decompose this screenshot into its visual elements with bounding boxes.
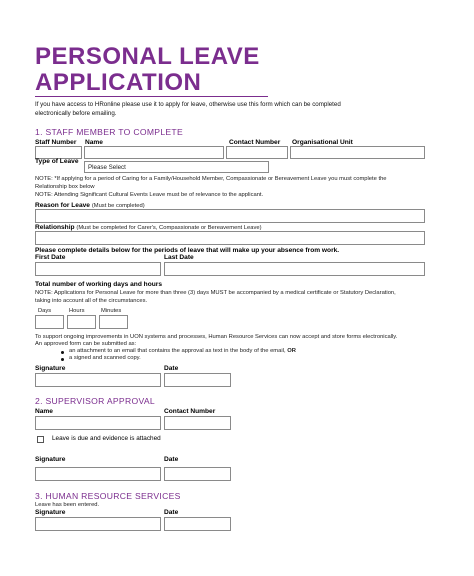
relationship-label xyxy=(35,224,262,231)
note-medical-1: NOTE: Applications for Personal Leave for more than three (3) days MUST be accompanied by a medical certificate or Statutory Declaration, xyxy=(35,290,396,296)
section1-heading: 1. STAFF MEMBER TO COMPLETE xyxy=(35,127,184,137)
note-relationship-2: Relationship box below xyxy=(35,184,95,190)
supervisor-signature-label: Signature xyxy=(35,456,66,463)
type-of-leave-label: Type of Leave xyxy=(35,158,79,165)
supervisor-contact-label: Contact Number xyxy=(164,408,216,415)
relationship-field[interactable] xyxy=(35,231,425,245)
last-date-label: Last Date xyxy=(164,254,194,261)
type-of-leave-select[interactable] xyxy=(84,161,269,173)
date-label: Date xyxy=(164,365,179,372)
section3-heading: 3. HUMAN RESOURCE SERVICES xyxy=(35,491,181,501)
supervisor-date-label: Date xyxy=(164,456,179,463)
leave-entered-text: Leave has been entered. xyxy=(35,502,100,508)
supervisor-name-field[interactable] xyxy=(35,416,161,430)
relationship-hint: (Must be completed for Carer's, Compassionate or Bereavement Leave) xyxy=(76,225,262,231)
supervisor-contact-field[interactable] xyxy=(164,416,231,430)
working-days-label: Total number of working days and hours xyxy=(35,281,163,288)
note-medical-2: taking into account all of the circumstances. xyxy=(35,298,148,304)
supervisor-name-label: Name xyxy=(35,408,53,415)
signature-label: Signature xyxy=(35,365,66,372)
intro-line1: If you have access to HRonline please use it to apply for leave, otherwise use this form which can be completed xyxy=(35,101,341,108)
supervisor-signature-field[interactable] xyxy=(35,467,161,481)
relationship-label-text: Relationship xyxy=(35,224,75,231)
name-field[interactable] xyxy=(84,146,224,159)
note-relationship-1: NOTE: *If applying for a period of Caring for a Family/Household Member, Compassionate or Bereavement Leave you must complete the xyxy=(35,176,387,182)
bullet-item-2: a signed and scanned copy. xyxy=(69,355,141,361)
org-unit-label: Organisational Unit xyxy=(292,139,353,146)
org-unit-field[interactable] xyxy=(290,146,425,159)
first-date-field[interactable] xyxy=(35,262,161,276)
last-date-field[interactable] xyxy=(164,262,425,276)
minutes-label: Minutes xyxy=(101,308,122,314)
supervisor-date-field[interactable] xyxy=(164,467,231,481)
reason-hint: (Must be completed) xyxy=(91,203,145,209)
note-cultural: NOTE: Attending Significant Cultural Events Leave must be of relevance to the applicant. xyxy=(35,192,264,198)
title-divider xyxy=(35,96,268,97)
page-title-line1: PERSONAL LEAVE xyxy=(35,43,260,70)
section2-heading: 2. SUPERVISOR APPROVAL xyxy=(35,396,155,406)
bullet-icon xyxy=(61,351,64,354)
intro-line2: electronically before emailing. xyxy=(35,110,117,117)
bullet-item-1 xyxy=(69,348,296,354)
days-field[interactable] xyxy=(35,315,64,329)
evidence-checkbox[interactable] xyxy=(37,436,44,443)
periods-text: Please complete details below for the periods of leave that will make up your absence from work. xyxy=(35,247,340,254)
first-date-label: First Date xyxy=(35,254,66,261)
page-title-line2: APPLICATION xyxy=(35,69,202,96)
hours-field[interactable] xyxy=(67,315,96,329)
staff-number-label: Staff Number xyxy=(35,139,77,146)
hours-label: Hours xyxy=(69,308,85,314)
contact-number-field[interactable] xyxy=(226,146,288,159)
bullet-icon xyxy=(61,358,64,361)
bullet-item-1-or: OR xyxy=(287,348,296,354)
date-field[interactable] xyxy=(164,373,231,387)
hr-date-field[interactable] xyxy=(164,517,231,531)
contact-number-label: Contact Number xyxy=(229,139,281,146)
type-of-leave-value: Please Select xyxy=(88,164,126,171)
support-text-1: To support ongoing improvements in UON systems and processes, Human Resource Services can now accept and store forms electronically. xyxy=(35,334,398,340)
name-label: Name xyxy=(85,139,103,146)
reason-label xyxy=(35,202,145,209)
hr-date-label: Date xyxy=(164,509,179,516)
reason-field[interactable] xyxy=(35,209,425,223)
support-text-2: An approved form can be submitted as: xyxy=(35,341,137,347)
reason-label-text: Reason for Leave xyxy=(35,202,90,209)
signature-field[interactable] xyxy=(35,373,161,387)
hr-signature-label: Signature xyxy=(35,509,66,516)
minutes-field[interactable] xyxy=(99,315,128,329)
evidence-checkbox-label: Leave is due and evidence is attached xyxy=(52,435,161,442)
days-label: Days xyxy=(38,308,52,314)
hr-signature-field[interactable] xyxy=(35,517,161,531)
bullet-item-1-text: an attachment to an email that contains the approval as text in the body of the email, xyxy=(69,348,286,354)
